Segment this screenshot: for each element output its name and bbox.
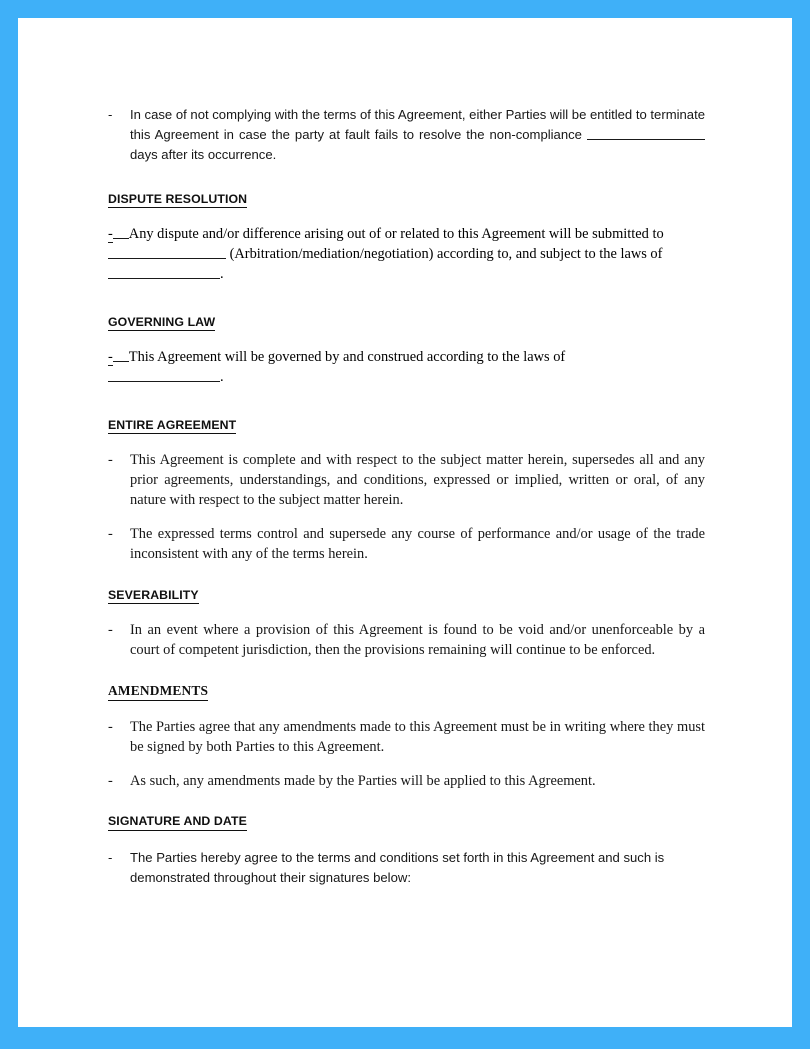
heading-entire-agreement: ENTIRE AGREEMENT	[108, 418, 705, 434]
fill-in-blank[interactable]	[108, 265, 220, 279]
list-item	[108, 225, 705, 285]
clause-text: Any dispute and/or difference arising out of or related to this Agreement will be submitted to	[128, 225, 664, 242]
spacer	[108, 791, 705, 814]
bullet-dash-icon: -	[108, 349, 113, 366]
list-item	[108, 348, 705, 388]
bullet-dash-icon: -	[108, 452, 113, 469]
spacer	[108, 831, 705, 848]
clause-text: This Agreement is complete and with respect to the subject matter herein, supersedes all and any prior agreements, understandings, and conditions, expressed or implied, written or oral, of any nature with respect to the subject matter herein.	[130, 452, 705, 508]
list-item	[108, 772, 705, 792]
spacer	[108, 388, 705, 418]
spacer	[108, 701, 705, 718]
heading-severability: SEVERABILITY	[108, 588, 705, 604]
document-body	[108, 105, 705, 887]
document-page	[18, 18, 792, 1027]
spacer	[108, 604, 705, 621]
spacer	[108, 758, 705, 772]
spacer	[108, 208, 705, 225]
clause-text: (Arbitration/mediation/negotiation) according to, and subject to the laws of	[229, 245, 663, 262]
bullet-dash-icon: -	[108, 225, 113, 242]
heading-dispute-resolution: DISPUTE RESOLUTION	[108, 192, 705, 208]
heading-amendments: AMENDMENTS	[108, 683, 705, 700]
bullet-dash-icon: -	[108, 107, 113, 122]
fill-in-blank[interactable]	[108, 245, 226, 259]
list-item	[108, 848, 705, 888]
fill-in-blank[interactable]	[108, 368, 220, 382]
clause-text: The expressed terms control and supersede any course of performance and/or usage of the trade inconsistent with any of the terms herein.	[130, 525, 705, 562]
dash-underline-spacer	[113, 349, 129, 362]
list-item	[108, 451, 705, 511]
clause-text: This Agreement will be governed by and construed according to the laws of	[128, 349, 566, 366]
clause-text: .	[220, 266, 224, 283]
governing-law-body	[108, 348, 705, 388]
clause-text: The Parties agree that any amendments made to this Agreement must be in writing where they must be signed by both Parties to this Agreement.	[130, 718, 705, 755]
spacer	[108, 434, 705, 451]
list-item	[108, 718, 705, 758]
heading-signature-and-date: SIGNATURE AND DATE	[108, 814, 705, 830]
spacer	[108, 511, 705, 525]
heading-governing-law: GOVERNING LAW	[108, 315, 705, 331]
intro-paragraph	[108, 105, 705, 165]
spacer	[108, 285, 705, 315]
bullet-dash-icon: -	[108, 849, 113, 865]
clause-text: As such, any amendments made by the Parties will be applied to this Agreement.	[130, 772, 596, 789]
intro-text-before-blank: In case of not complying with the terms of this Agreement, either Parties will be entitled to terminate this Agreement in case the party at fault fails to resolve the non-compliance	[130, 107, 705, 142]
intro-text-after-blank: days after its occurrence.	[130, 146, 277, 162]
fill-in-blank[interactable]	[587, 127, 705, 140]
bullet-dash-icon: -	[108, 772, 113, 789]
clause-text: In an event where a provision of this Agreement is found to be void and/or unenforceable by a court of competent jurisdiction, then the provisions remaining will continue to be enforced.	[130, 621, 705, 658]
spacer	[108, 165, 705, 192]
bullet-dash-icon: -	[108, 525, 113, 542]
clause-text: .	[220, 369, 224, 386]
list-item	[108, 525, 705, 565]
spacer	[108, 660, 705, 683]
spacer	[108, 565, 705, 588]
intro-paragraph-text	[130, 105, 705, 165]
bullet-dash-icon: -	[108, 718, 113, 735]
dash-underline-spacer	[113, 226, 129, 239]
bullet-dash-icon: -	[108, 621, 113, 638]
list-item	[108, 621, 705, 661]
clause-text: The Parties hereby agree to the terms and conditions set forth in this Agreement and such is demonstrated throughout their signatures below:	[130, 849, 665, 885]
dispute-resolution-body	[108, 225, 705, 285]
spacer	[108, 331, 705, 348]
